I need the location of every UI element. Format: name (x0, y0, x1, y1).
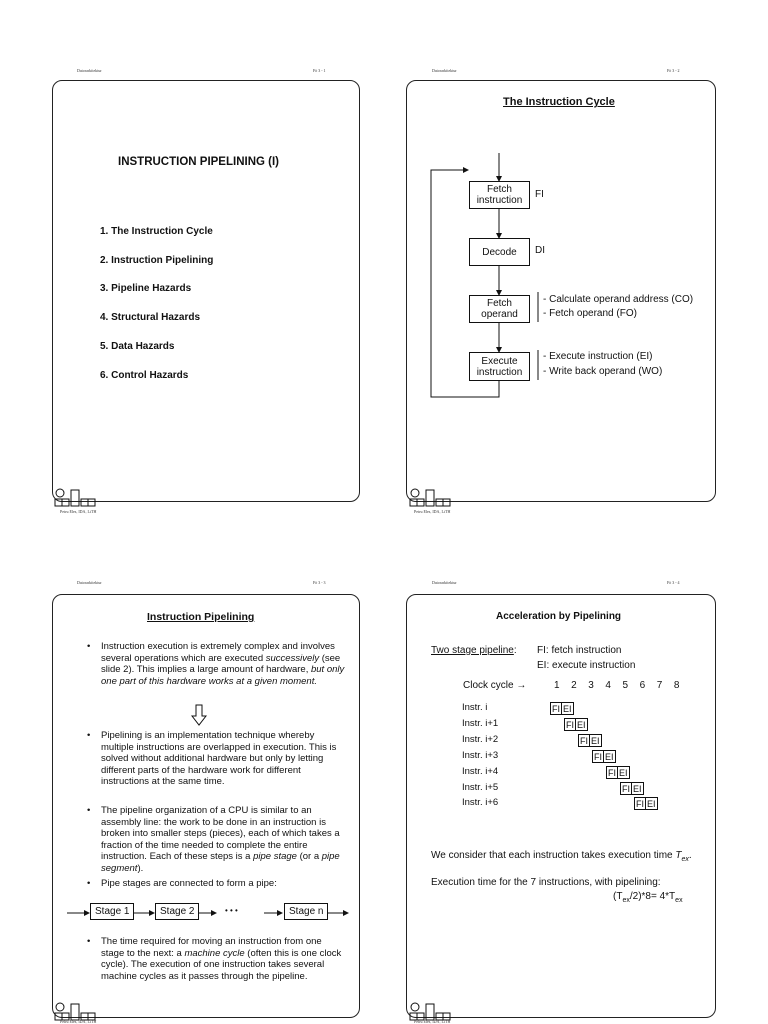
box-label: Decode (482, 246, 517, 258)
bullet-span: The pipeline organization of a CPU is similar to an assembly line: the work to be done in an instruction is broken into smaller steps (pieces), each of which takes a fraction of the time needed to complete the entire instruction. Each of these steps is a (101, 805, 340, 862)
fi-ei-cells (592, 750, 615, 763)
fi-cell: FI (608, 768, 616, 778)
fi-cell: FI (552, 704, 560, 714)
instr-label: Instr. i+6 (462, 797, 499, 808)
ei-cell: EI (577, 720, 586, 730)
fi-ei-cells (634, 797, 657, 810)
bullet-span: (see slide 2). This implies a large amount of hardware, (101, 652, 341, 675)
ei-cell: EI (605, 752, 614, 762)
header-course: Datorarkitektur (432, 68, 457, 73)
pipe-stage-1: Stage 1 (90, 903, 134, 920)
box-label: instruction (476, 195, 523, 206)
fi-ei-cells (578, 734, 601, 747)
fi-definition: FI: fetch instruction (537, 645, 622, 656)
exec-time-text: Execution time for the 7 instructions, with pipelining: (431, 877, 661, 888)
ei-cell: EI (647, 799, 656, 809)
bullet-span: (or a (296, 851, 322, 862)
consider-span: We consider that each instruction takes execution time (431, 850, 676, 861)
toc-item: 6. Control Hazards (100, 370, 189, 381)
bullet-text: • The time required for moving an instruction from one stage to the next: a machine cycle (often this is one clock cycle). The execution of one instruction takes several machine cycles as it passes through the pipeline. (87, 936, 342, 982)
bullet-span: pipe stage (253, 851, 297, 862)
fi-cell: FI (566, 720, 574, 730)
consider-text (431, 850, 692, 863)
box-label: Fetch (486, 298, 512, 309)
two-stage-text: Two stage pipeline (431, 645, 514, 656)
ex-subscript: ex (675, 897, 683, 904)
ei-cell: EI (619, 768, 628, 778)
instr-label: Instr. i+4 (462, 766, 499, 777)
ex-subscript: ex (622, 897, 630, 904)
pipe-stage-2: Stage 2 (155, 903, 199, 920)
bullet-span: pipe segment (101, 851, 340, 874)
toc-item: 5. Data Hazards (100, 341, 175, 352)
toc-item: 2. Instruction Pipelining (100, 255, 214, 266)
box-label: Execute (481, 355, 518, 367)
header-page: Fö 3 - 3 (313, 580, 326, 585)
bullet-span: successively (265, 652, 320, 664)
t-symbol: T (675, 850, 682, 861)
slide-title: INSTRUCTION PIPELINING (I) (118, 156, 279, 168)
colon-text: : (513, 645, 517, 656)
bullet-span: (often this is one clock cycle). The execution of one instruction takes several machine cycles as it passes through the pipeline. (101, 947, 342, 982)
tag-wo: - Write back operand (WO) (543, 366, 663, 377)
footer-author: Petru Eles, IDA, LiTH (60, 1019, 97, 1024)
fi-ei-cells (550, 702, 573, 715)
ei-cell: EI (591, 736, 600, 746)
footer-author: Petru Eles, IDA, LiTH (414, 509, 451, 514)
fi-cell: FI (594, 752, 602, 762)
header-course: Datorarkitektur (77, 580, 102, 585)
bullet-span: The time required for moving an instruction from one stage to the next: a (101, 936, 322, 959)
two-stage-label (431, 645, 517, 656)
bullet-text: • Instruction execution is extremely complex and involves several operations which are executed successively (see slide 2). This implies a large amount of hardware, but only one part of this hardware works at a given moment. (87, 641, 345, 687)
header-course: Datorarkitektur (432, 580, 457, 585)
bullet-span: but only one part of this hardware works at a given moment. (101, 664, 345, 687)
toc-item: 4. Structural Hazards (100, 312, 201, 323)
bullet-span: Pipelining is an implementation technique whereby multiple instructions are overlapped in execution. This is solved without additional hardware but only by letting different parts of the hardware work for different instructions at the same time. (101, 730, 337, 787)
footer-author: Petru Eles, IDA, LiTH (60, 509, 97, 514)
fi-ei-cells (564, 718, 587, 731)
bullet-span: machine cycle (184, 947, 245, 959)
formula-span: (T (613, 891, 623, 902)
slide-frame (406, 594, 716, 1018)
ei-cell: EI (633, 784, 642, 794)
fi-cell: FI (636, 799, 644, 809)
bullet-span: ). (137, 862, 144, 874)
bullet-text: • Pipelining is an implementation technique whereby multiple instructions are overlapped in execution. This is solved without additional hardware but only by letting different parts of the hardware work for different instructions at the same time. (87, 730, 337, 787)
footer-author: Petru Eles, IDA, LiTH (414, 1019, 451, 1024)
fi-ei-cells (620, 782, 643, 795)
box-label: Fetch (486, 184, 512, 195)
slide-title: Instruction Pipelining (147, 611, 255, 623)
box-label: operand (481, 309, 518, 320)
toc-item: 3. Pipeline Hazards (100, 283, 192, 294)
formula-span: /2)*8= 4*T (629, 891, 676, 902)
tag-di: DI (535, 245, 545, 256)
instr-label: Instr. i (462, 702, 488, 713)
bullet-span: Pipe stages are connected to form a pipe: (101, 878, 277, 889)
tag-ei: - Execute instruction (EI) (543, 351, 653, 362)
slide-title: The Instruction Cycle (503, 96, 615, 108)
header-course: Datorarkitektur (77, 68, 102, 73)
header-page: Fö 3 - 4 (667, 580, 680, 585)
ei-definition: EI: execute instruction (537, 660, 636, 671)
tag-co: - Calculate operand address (CO) (543, 294, 694, 305)
pipe-ellipsis: • • • (225, 906, 238, 915)
instr-label: Instr. i+3 (462, 750, 499, 761)
header-page: Fö 3 - 1 (313, 68, 326, 73)
header-page: Fö 3 - 2 (667, 68, 680, 73)
bullet-text: • The pipeline organization of a CPU is similar to an assembly line: the work to be done in an instruction is broken into smaller steps (pieces), each of which takes a fraction of the time needed to complete the entire instruction. Each of these steps is a pipe stage (or a pipe segment). (87, 805, 340, 874)
fi-cell: FI (622, 784, 630, 794)
box-label: instruction (476, 366, 523, 378)
ei-cell: EI (563, 704, 572, 714)
fi-cell: FI (580, 736, 588, 746)
slide-title: Acceleration by Pipelining (496, 611, 622, 622)
formula (613, 891, 683, 904)
period-span: . (688, 850, 692, 861)
fi-ei-cells (606, 766, 629, 779)
ex-subscript: ex (681, 856, 689, 863)
pipe-stage-n: Stage n (284, 903, 328, 920)
tag-fi: FI (535, 189, 544, 200)
clock-cycle-label: Clock cycle → (463, 680, 527, 691)
toc-item: 1. The Instruction Cycle (100, 226, 213, 237)
clock-numbers: 1 2 3 4 5 6 7 8 (554, 680, 680, 691)
tag-fo: - Fetch operand (FO) (543, 308, 637, 319)
instr-label: Instr. i+2 (462, 734, 499, 745)
bullet-span: Instruction execution is extremely complex and involves several operations which are executed (101, 641, 335, 664)
instr-label: Instr. i+1 (462, 718, 499, 729)
instr-label: Instr. i+5 (462, 782, 499, 793)
bullet-text: • Pipe stages are connected to form a pipe: (87, 878, 277, 889)
